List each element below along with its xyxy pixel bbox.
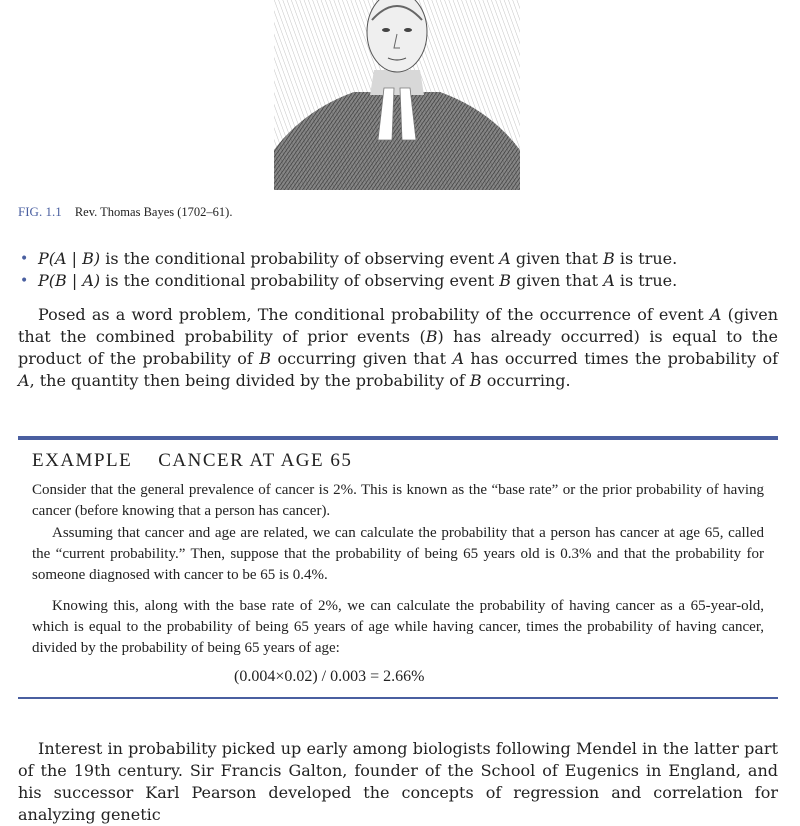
example-label: EXAMPLE (32, 450, 133, 471)
example-top-rule (18, 436, 778, 440)
bullet-text: is the conditional probability of observing event (100, 249, 500, 268)
probability-expression: P(A | B) (38, 249, 101, 268)
list-item (18, 248, 778, 270)
example-paragraph-2: Assuming that cancer and age are related, we can calculate the probability that a person has cancer at age 65, called the “current probability.” Then, suppose that the probability of being 65 years old is 0.3% and that the probability for someone diagnosed with cancer to be 65 is 0.4%. (32, 525, 764, 583)
body-paragraph-1: Posed as a word problem, The conditional probability of the occurrence of event A (given that the combined probability of prior events (B) has already occurred) is equal to the product of the probability of B occurring given that A has occurred times the probability of A, the quantity then being divided by the probability of B occurring. (18, 305, 779, 390)
example-bottom-rule (18, 697, 778, 699)
list-item (18, 270, 778, 292)
probability-expression: P(B | A) (38, 271, 101, 290)
bullet-text: is true. (614, 249, 678, 268)
event-symbol: A (603, 271, 615, 290)
event-symbol: B (499, 271, 512, 290)
example-paragraph-3: Knowing this, along with the base rate of 2%, we can calculate the probability of having cancer as a 65-year-old, which is equal to the probability of being 65 years of age while having cancer, times the probability of having cancer, divided by the probability of being 65 years of age: (32, 598, 764, 656)
figure-caption (18, 204, 232, 220)
bullet-text: given that (511, 271, 604, 290)
example-paragraph-1: Consider that the general prevalence of cancer is 2%. This is known as the “base rate” or the prior probability of having cancer (before knowing that a person has cancer). (32, 482, 764, 519)
example-title: CANCER AT AGE 65 (158, 450, 353, 471)
bullet-text: given that (510, 249, 603, 268)
definition-list (18, 248, 778, 292)
example-heading (32, 450, 352, 472)
body-paragraph-2: Interest in probability picked up early among biologists following Mendel in the latter part of the 19th century. Sir Francis Galton, founder of the School of Eugenics in England, and his successor Karl Pearson developed the concepts of regression and correlation for analyzing genetic (18, 739, 778, 824)
bullet-text: is the conditional probability of observing event (100, 271, 500, 290)
figure-caption-text: Rev. Thomas Bayes (1702–61). (74, 205, 233, 219)
bullet-icon: • (20, 273, 29, 289)
event-symbol: A (499, 249, 511, 268)
event-symbol: B (602, 249, 615, 268)
bayes-portrait-image (274, 0, 520, 190)
figure-number: FIG. 1.1 (18, 204, 62, 219)
example-formula: (0.004×0.02) / 0.003 = 2.66% (234, 668, 425, 685)
bullet-icon: • (20, 251, 29, 267)
bullet-text: is true. (614, 271, 678, 290)
